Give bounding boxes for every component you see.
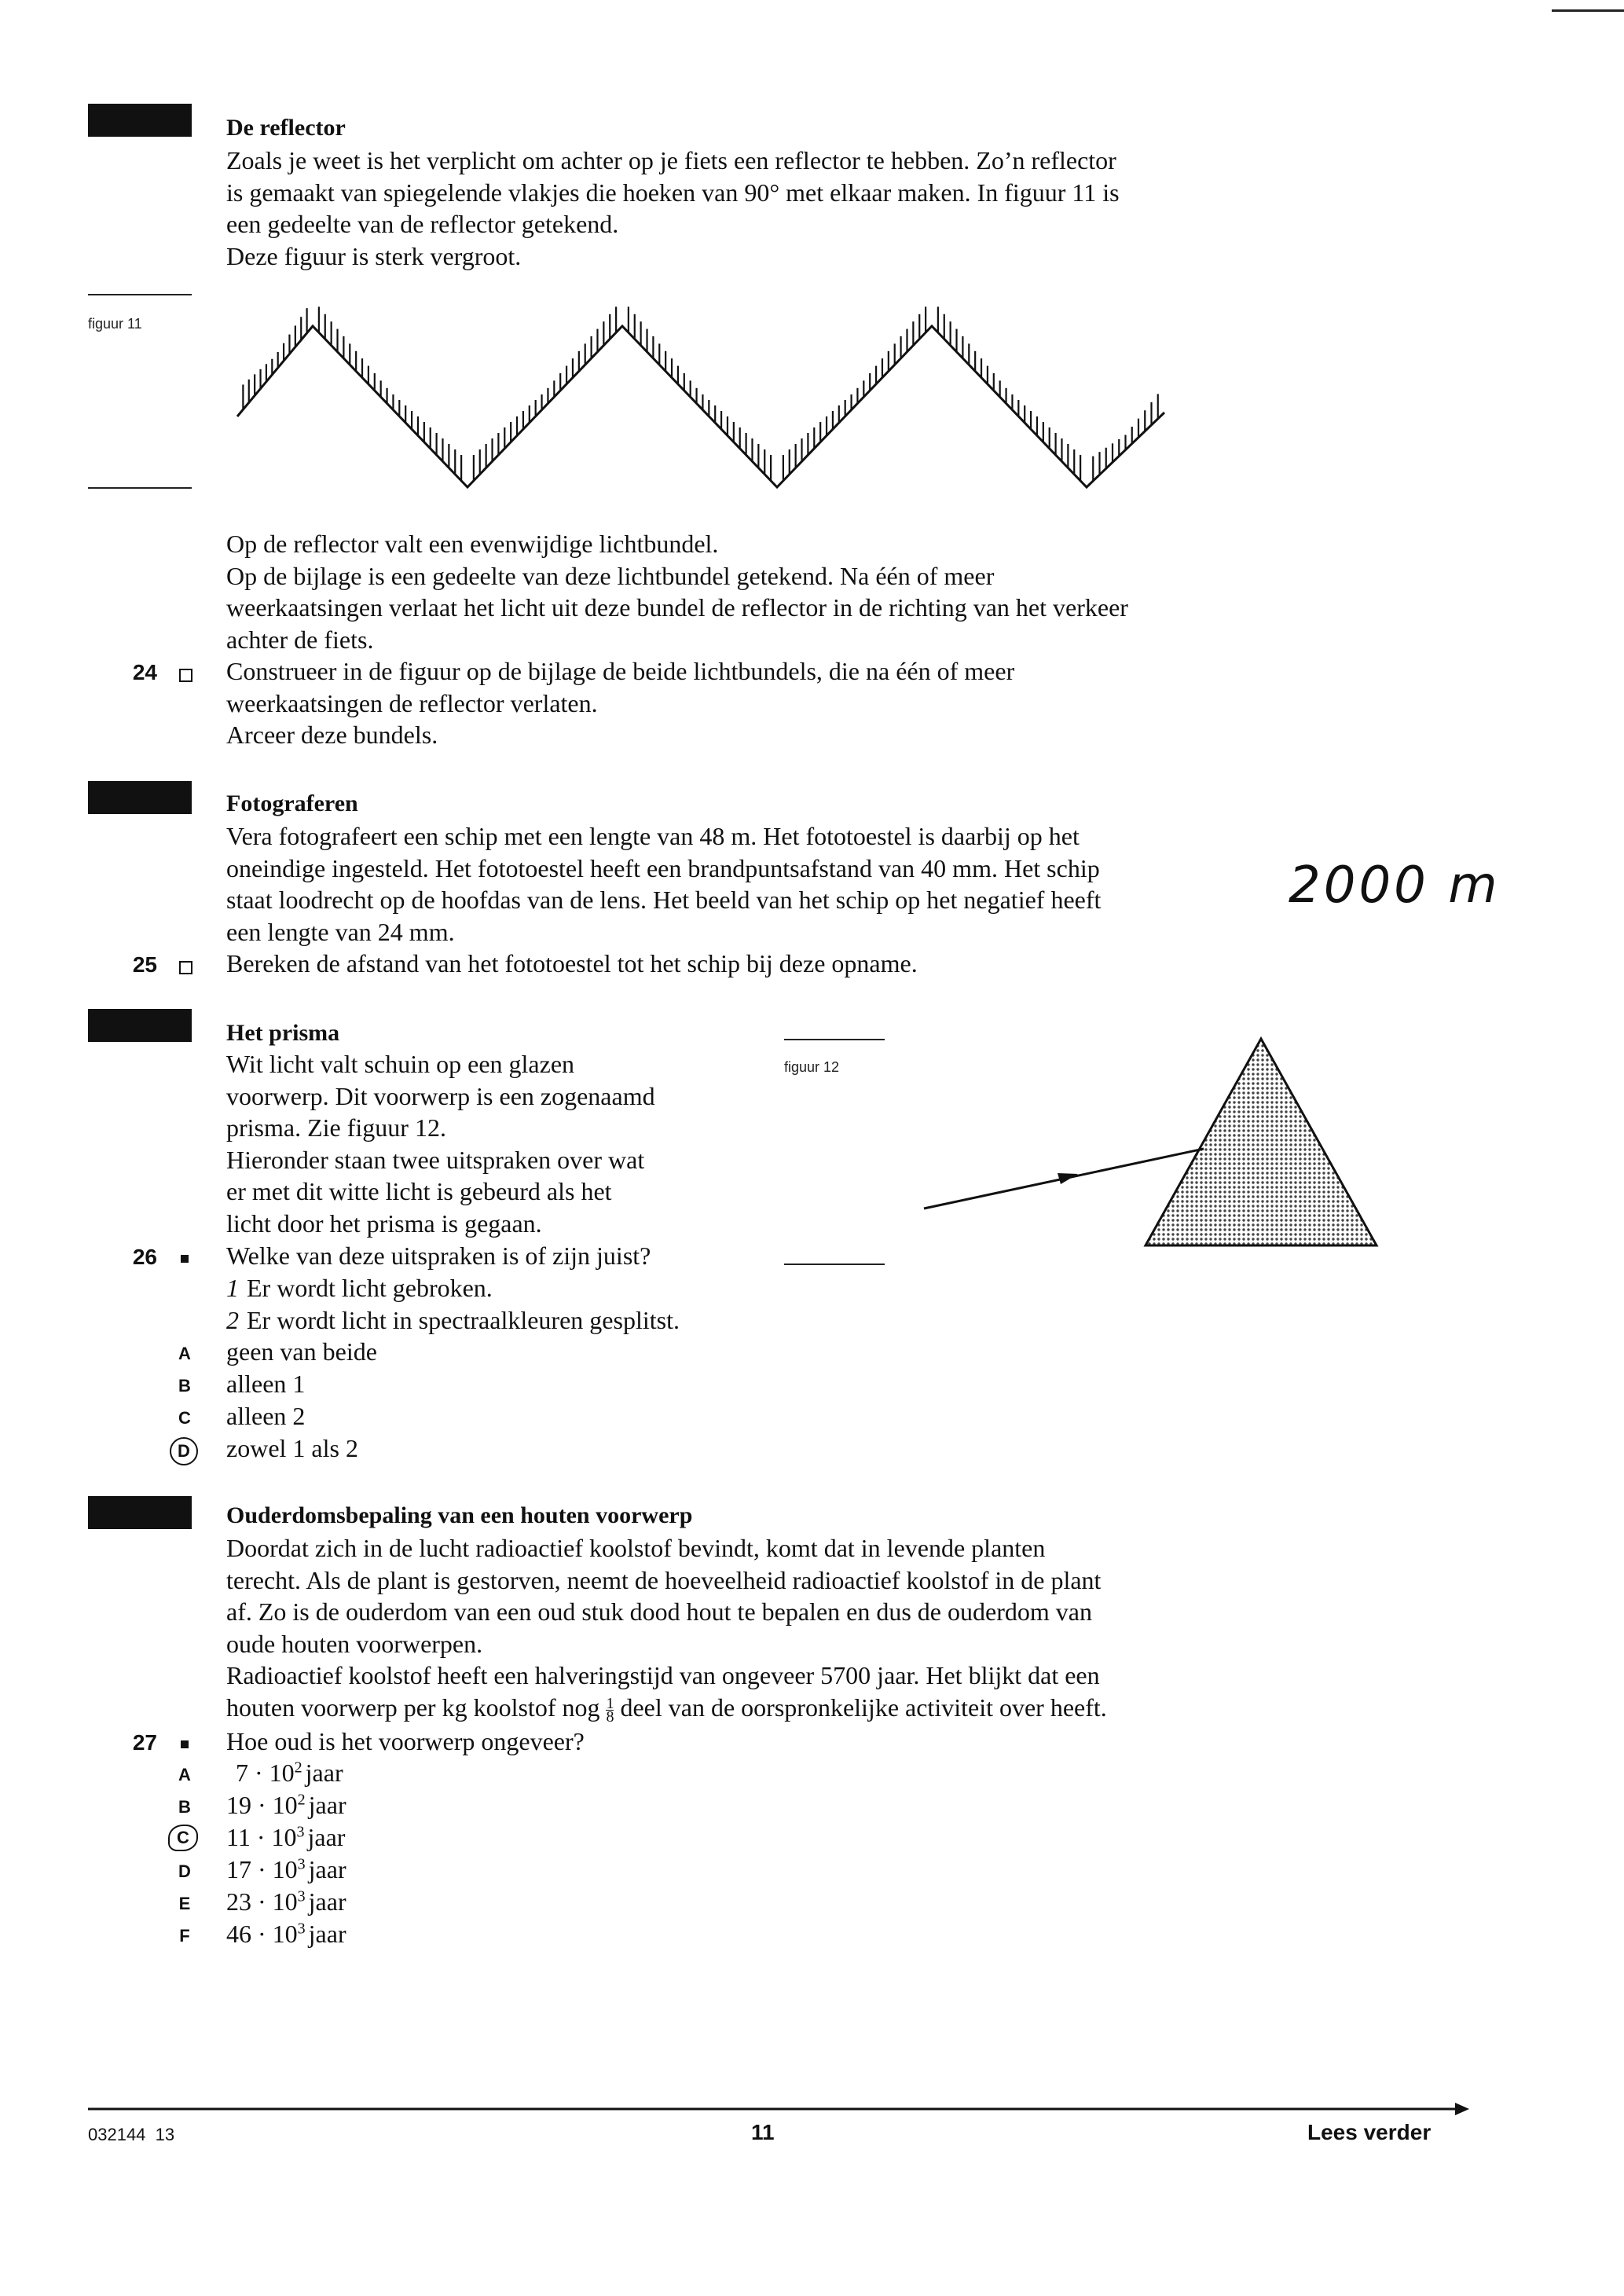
text-line: prisma. Zie figuur 12. [226, 1113, 446, 1142]
option-coef: 46 · 10 [226, 1920, 298, 1948]
text-line: Op de reflector valt een evenwijdige lichtbundel. [226, 530, 719, 558]
figure-rule-bottom [784, 1264, 885, 1265]
option-letter-d-circled: D [170, 1437, 198, 1465]
question-number-24: 24 [132, 660, 157, 684]
text-line: Deze figuur is sterk vergroot. [226, 241, 522, 270]
text-line: Vera fotografeert een schip met een lengte van 48 m. Het fototoestel is daarbij op het [226, 822, 1080, 850]
question-24-text [226, 655, 1014, 751]
fraction-numerator: 1 [606, 1694, 614, 1712]
text-line: oude houten voorwerpen. [226, 1629, 483, 1658]
fraction-denominator: 8 [606, 1707, 614, 1726]
text-line: terecht. Als de plant is gestorven, neemt de hoeveelheid radioactief koolstof in de plant [226, 1565, 1102, 1594]
text-line: is gemaakt van spiegelende vlakjes die hoeken van 90° met elkaar maken. In figuur 11 is [226, 178, 1120, 207]
statement-text: Er wordt licht gebroken. [247, 1274, 493, 1302]
statement-text: Er wordt licht in spectraalkleuren gesplitst. [247, 1306, 680, 1334]
text-line: oneindige ingesteld. Het fototoestel heeft een brandpuntsafstand van 40 mm. Het schip [226, 853, 1100, 882]
option-a-text: geen van beide [226, 1337, 377, 1366]
text-line: Radioactief koolstof heeft een halveringstijd van ongeveer 5700 jaar. Het blijkt dat een [226, 1661, 1100, 1689]
text-fragment: houten voorwerp per kg koolstof nog [226, 1693, 600, 1722]
option-coef: 23 · 10 [226, 1887, 298, 1916]
reflector-figure [228, 291, 1194, 495]
statement-number: 1 [226, 1274, 239, 1302]
option-letter-b: B [178, 1376, 191, 1396]
question-type-open-icon [179, 961, 192, 974]
section-title-ouderdom: Ouderdomsbepaling van een houten voorwerp [226, 1502, 693, 1528]
question-type-mc-icon [181, 1740, 189, 1748]
option-exponent: 2 [294, 1759, 302, 1777]
option-unit: jaar [305, 1759, 343, 1787]
text-fragment: deel van de oorspronkelijke activiteit over heeft. [620, 1693, 1107, 1722]
ouderdom-text [226, 1532, 1107, 1726]
figure-rule-bottom [88, 487, 192, 489]
option-letter-a: A [178, 1344, 191, 1363]
question-number-26: 26 [132, 1245, 157, 1269]
text-line: weerkaatsingen verlaat het licht uit deze bundel de reflector in de richting van het verkeer [226, 593, 1128, 622]
prism-triangle [1146, 1039, 1377, 1245]
statement-2 [226, 1304, 680, 1337]
footer-arrow-rule [88, 2100, 1471, 2118]
figure-rule-top [784, 1039, 885, 1040]
option-letter-b: B [178, 1797, 191, 1817]
handwritten-answer: 2000 m [1289, 856, 1501, 915]
option-letter-d: D [178, 1861, 191, 1881]
text-line: licht door het prisma is gegaan. [226, 1209, 542, 1238]
option-unit: jaar [307, 1823, 346, 1851]
section-title-foto: Fotograferen [226, 790, 358, 816]
text-line: Op de bijlage is een gedeelte van deze lichtbundel getekend. Na één of meer [226, 561, 995, 590]
section-marker-bar [88, 1009, 192, 1042]
top-corner-rule [1552, 9, 1624, 12]
section-marker-bar [88, 781, 192, 814]
question-number-25: 25 [132, 952, 157, 977]
section-title-prisma: Het prisma [226, 1020, 340, 1046]
option-coef: 19 · 10 [226, 1791, 298, 1819]
reflector-hatch [243, 306, 1157, 481]
text-line: Construeer in de figuur op de bijlage de beide lichtbundels, die na één of meer [226, 657, 1015, 685]
question-type-mc-icon [181, 1255, 189, 1263]
option-coef: 7 · 10 [236, 1759, 295, 1787]
text-line: Zoals je weet is het verplicht om achter op je fiets een reflector te hebben. Zo’n reflector [226, 146, 1116, 174]
option-exponent: 3 [296, 1823, 305, 1841]
text-line: Doordat zich in de lucht radioactief koolstof bevindt, komt dat in levende planten [226, 1534, 1046, 1562]
text-line: staat loodrecht op de hoofdas van de lens. Het beeld van het schip op het negatief heeft [226, 886, 1102, 914]
option-unit: jaar [308, 1920, 346, 1948]
statement-number: 2 [226, 1306, 239, 1334]
option-exponent: 3 [297, 1920, 306, 1938]
text-line: Wit licht valt schuin op een glazen [226, 1050, 575, 1078]
option-d-value [226, 1854, 346, 1886]
option-exponent: 2 [297, 1791, 306, 1809]
option-c-value [226, 1821, 345, 1854]
option-e-value [226, 1886, 346, 1918]
figure-12-label: figuur 12 [784, 1059, 840, 1075]
text-line: er met dit witte licht is gebeurd als het [226, 1177, 612, 1205]
option-letter-f: F [179, 1926, 190, 1946]
section-marker-bar [88, 1496, 192, 1529]
option-c-text: alleen 2 [226, 1402, 306, 1430]
prisma-text [226, 1048, 655, 1239]
option-f-value [226, 1918, 346, 1950]
section-marker-bar [88, 104, 192, 137]
option-exponent: 3 [297, 1855, 306, 1873]
option-unit: jaar [308, 1791, 346, 1819]
fraction [606, 1694, 614, 1726]
text-line: achter de fiets. [226, 625, 374, 654]
option-b-text: alleen 1 [226, 1370, 306, 1398]
option-b-value [226, 1789, 346, 1821]
question-25-text: Bereken de afstand van het fototoestel tot het schip bij deze opname. [226, 949, 918, 977]
text-line: een lengte van 24 mm. [226, 917, 455, 946]
lees-verder-label: Lees verder [1307, 2120, 1432, 2144]
question-26-text: Welke van deze uitspraken is of zijn juist? [226, 1242, 651, 1270]
figure-11-label: figuur 11 [88, 316, 142, 332]
option-unit: jaar [308, 1887, 346, 1916]
text-line: voorwerp. Dit voorwerp is een zogenaamd [226, 1081, 655, 1110]
question-number-27: 27 [132, 1730, 157, 1755]
text-line: een gedeelte van de reflector getekend. [226, 210, 619, 238]
option-letter-c: C [178, 1408, 191, 1428]
text-line: Arceer deze bundels. [226, 721, 438, 749]
section-title-reflector: De reflector [226, 115, 346, 141]
question-27-text: Hoe oud is het voorwerp ongeveer? [226, 1727, 585, 1755]
footer-code: 032144 13 [88, 2125, 175, 2144]
prisma-figure [911, 1029, 1383, 1257]
option-a-value [236, 1757, 343, 1789]
text-line: af. Zo is de ouderdom van een oud stuk dood hout te bepalen en dus de ouderdom van [226, 1597, 1092, 1626]
reflector-after [226, 528, 1128, 655]
option-letter-c-marked: C [168, 1825, 198, 1851]
option-coef: 17 · 10 [226, 1855, 298, 1883]
option-letter-e: E [178, 1894, 191, 1913]
text-line [226, 1692, 1107, 1724]
option-letter-a: A [178, 1765, 191, 1784]
text-line: Hieronder staan twee uitspraken over wat [226, 1145, 645, 1174]
foto-text [226, 820, 1101, 948]
option-unit: jaar [308, 1855, 346, 1883]
statement-1 [226, 1272, 493, 1304]
option-d-text: zowel 1 als 2 [226, 1434, 358, 1462]
option-coef: 11 · 10 [226, 1823, 297, 1851]
question-type-open-icon [179, 669, 192, 682]
page-number: 11 [751, 2120, 775, 2144]
figure-rule-top [88, 294, 192, 295]
option-exponent: 3 [297, 1887, 306, 1905]
text-line: weerkaatsingen de reflector verlaten. [226, 688, 598, 717]
ray-arrowhead [1058, 1173, 1078, 1184]
reflector-intro [226, 145, 1120, 272]
